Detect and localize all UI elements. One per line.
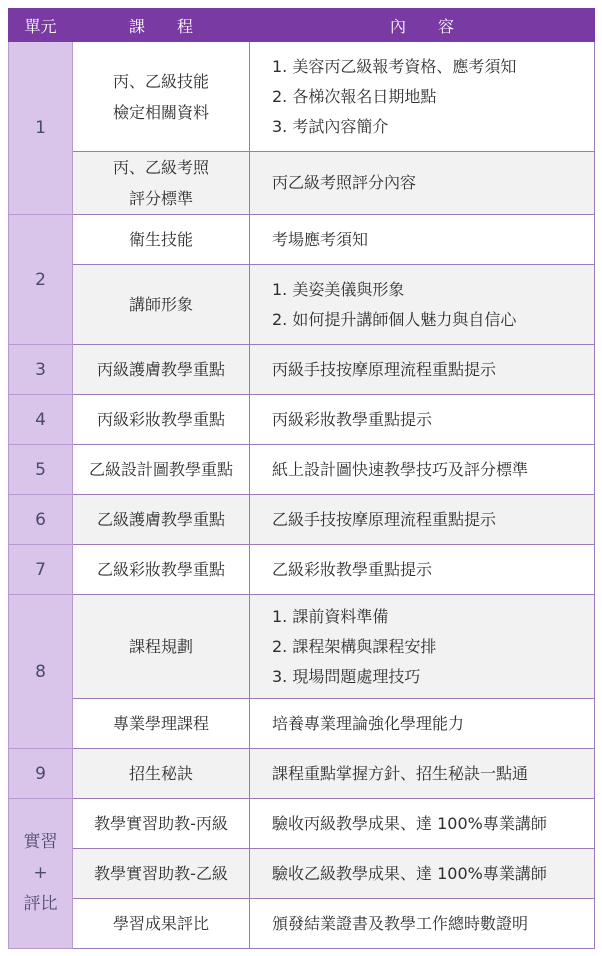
unit-cell: 8 (9, 595, 73, 749)
header-content: 內 容 (250, 9, 595, 42)
table-row (9, 395, 595, 445)
table-row (9, 495, 595, 545)
course-cell: 專業學理課程 (73, 699, 250, 749)
table-row (9, 899, 595, 949)
content-cell: 乙級手技按摩原理流程重點提示 (250, 495, 595, 545)
course-cell: 丙級彩妝教學重點 (73, 395, 250, 445)
unit-cell: 5 (9, 445, 73, 495)
content-cell: 驗收丙級教學成果、達 100%專業講師 (250, 799, 595, 849)
unit-cell: 4 (9, 395, 73, 445)
curriculum-table (8, 8, 595, 949)
header-course: 課 程 (73, 9, 250, 42)
content-cell: 培養專業理論強化學理能力 (250, 699, 595, 749)
content-cell: 丙乙級考照評分內容 (250, 152, 595, 215)
course-cell: 課程規劃 (73, 595, 250, 699)
table-row (9, 545, 595, 595)
course-cell: 丙、乙級考照 評分標準 (73, 152, 250, 215)
table-header-row (9, 9, 595, 42)
header-unit: 單元 (9, 9, 73, 42)
table-row (9, 265, 595, 345)
content-cell: 課程重點掌握方針、招生秘訣一點通 (250, 749, 595, 799)
unit-cell: 1 (9, 42, 73, 215)
content-cell: 丙級手技按摩原理流程重點提示 (250, 345, 595, 395)
content-cell: 乙級彩妝教學重點提示 (250, 545, 595, 595)
content-cell: 紙上設計圖快速教學技巧及評分標準 (250, 445, 595, 495)
course-cell: 教學實習助教-乙級 (73, 849, 250, 899)
unit-cell: 3 (9, 345, 73, 395)
table-row (9, 215, 595, 265)
course-cell: 丙級護膚教學重點 (73, 345, 250, 395)
table-row (9, 345, 595, 395)
content-cell: 丙級彩妝教學重點提示 (250, 395, 595, 445)
course-cell: 乙級護膚教學重點 (73, 495, 250, 545)
unit-cell: 2 (9, 215, 73, 345)
content-cell: 1. 課前資料準備 2. 課程架構與課程安排 3. 現場問題處理技巧 (250, 595, 595, 699)
table-row (9, 699, 595, 749)
table-row (9, 152, 595, 215)
course-cell: 講師形象 (73, 265, 250, 345)
content-cell: 1. 美姿美儀與形象 2. 如何提升講師個人魅力與自信心 (250, 265, 595, 345)
unit-cell: 9 (9, 749, 73, 799)
content-cell: 考場應考須知 (250, 215, 595, 265)
course-cell: 乙級彩妝教學重點 (73, 545, 250, 595)
content-cell: 頒發結業證書及教學工作總時數證明 (250, 899, 595, 949)
course-cell: 學習成果評比 (73, 899, 250, 949)
unit-cell: 實習 + 評比 (9, 799, 73, 949)
course-cell: 衛生技能 (73, 215, 250, 265)
course-cell: 丙、乙級技能 檢定相關資料 (73, 42, 250, 152)
table-row (9, 42, 595, 152)
table-row (9, 849, 595, 899)
unit-cell: 6 (9, 495, 73, 545)
course-cell: 乙級設計圖教學重點 (73, 445, 250, 495)
table-row (9, 595, 595, 699)
table-row (9, 799, 595, 849)
course-cell: 招生秘訣 (73, 749, 250, 799)
content-cell: 驗收乙級教學成果、達 100%專業講師 (250, 849, 595, 899)
table-row (9, 445, 595, 495)
content-cell: 1. 美容丙乙級報考資格、應考須知 2. 各梯次報名日期地點 3. 考試內容簡介 (250, 42, 595, 152)
table-row (9, 749, 595, 799)
course-cell: 教學實習助教-丙級 (73, 799, 250, 849)
unit-cell: 7 (9, 545, 73, 595)
